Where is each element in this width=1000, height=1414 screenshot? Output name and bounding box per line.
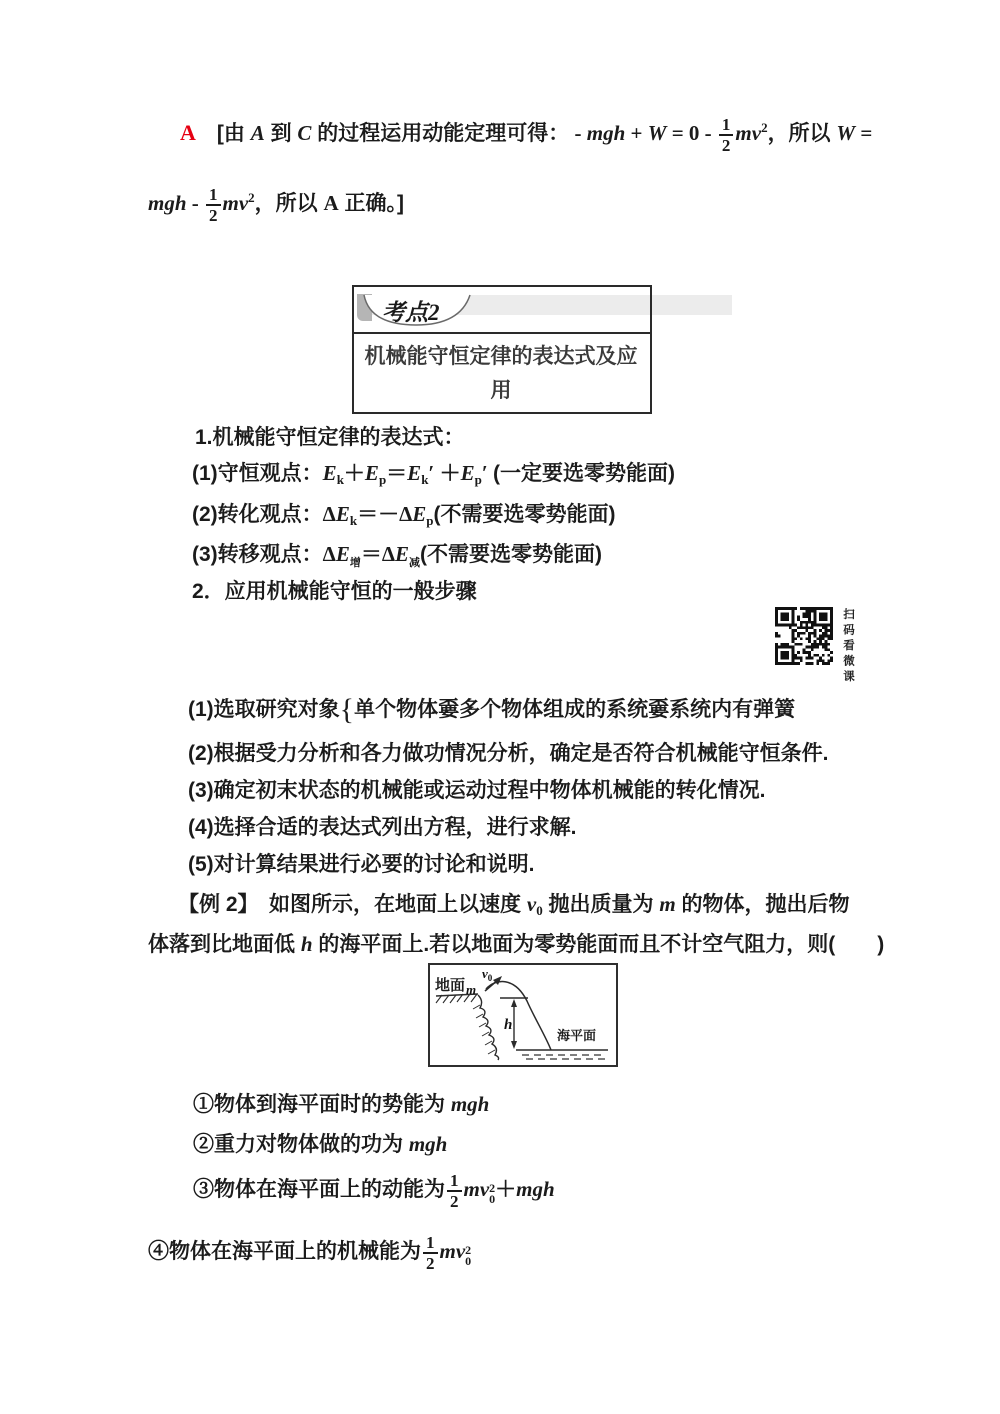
- trajectory-curve: [486, 982, 551, 1050]
- answer-line-1: A [由 A 到 C 的过程运用动能定理可得： - mgh + W = 0 - $\frac{1}{2}$ $mv^2$，所以 W =: [180, 115, 873, 155]
- qr-caption: 扫码看微课: [842, 608, 854, 686]
- kaodian-divider: [354, 332, 650, 334]
- option-2: ②重力对物体做的功为 mgh: [193, 1132, 448, 1156]
- h-arrow-head-top: [511, 999, 517, 1007]
- kaodian-title: 机械能守恒定律的表达式及应用: [364, 345, 638, 402]
- option-4: ④物体在海平面上的机械能为 $\frac{1}{2}$ mv 2 0: [148, 1233, 472, 1273]
- section2-heading: 2．应用机械能守恒的一般步骤: [192, 580, 477, 603]
- answer-line-2: mgh - $\frac{1}{2}$ $mv^2$，所以 A 正确。]: [148, 185, 405, 225]
- step-5: (5)对计算结果进行必要的讨论和说明.: [188, 853, 535, 876]
- qr-pattern: [775, 607, 833, 665]
- h-arrow-head-bottom: [511, 1041, 517, 1049]
- figure-drawing: [430, 965, 612, 1061]
- kaodian-box: [352, 285, 652, 414]
- cliff-hatch: [473, 1005, 495, 1054]
- v0-label: $v_0$: [482, 966, 493, 983]
- step-2: (2)根据受力分析和各力做功情况分析，确定是否符合机械能守恒条件.: [188, 742, 829, 765]
- example-figure: [428, 963, 618, 1067]
- section1-item-2: (2)转化观点：ΔEk＝－ΔEp(不需要选零势能面): [192, 502, 616, 528]
- kaodian-tab-label: 考点2: [382, 300, 440, 325]
- h-label: h: [504, 1017, 513, 1033]
- sea-dashes: [522, 1055, 606, 1059]
- step-4: (4)选择合适的表达式列出方程，进行求解.: [188, 816, 577, 839]
- section1-item-1: (1)守恒观点：Ek＋Ep＝Ek′ ＋Ep′ (一定要选零势能面): [192, 461, 675, 487]
- step-3: (3)确定初末状态的机械能或运动过程中物体机械能的转化情况.: [188, 779, 766, 802]
- section1-heading: 1.机械能守恒定律的表达式：: [195, 426, 465, 449]
- ground-label: 地面: [435, 977, 466, 994]
- qr-code: [775, 607, 833, 665]
- step-1: (1)选取研究对象{单个物体嫑多个物体组成的系统嫑系统内有弹簧: [188, 693, 796, 726]
- section1-item-3: (3)转移观点：$\Delta E_增=\Delta E_减$(不需要选零势能面): [192, 542, 603, 569]
- sea-label: 海平面: [557, 1028, 597, 1043]
- mass-label: m: [466, 982, 477, 997]
- cliff-edge: [478, 995, 499, 1060]
- example-line-2: 体落到比地面低 h 的海平面上.若以地面为零势能面而且不计空气阻力，则( ): [148, 932, 885, 956]
- option-1: ①物体到海平面时的势能为 mgh: [193, 1092, 490, 1116]
- example-line-1: 【例 2】 如图所示，在地面上以速度 v0 抛出质量为 m 的物体，抛出后物: [178, 892, 850, 918]
- option-3: ③物体在海平面上的动能为 $\frac{1}{2}$ mv 2 0 ＋mgh: [193, 1171, 555, 1211]
